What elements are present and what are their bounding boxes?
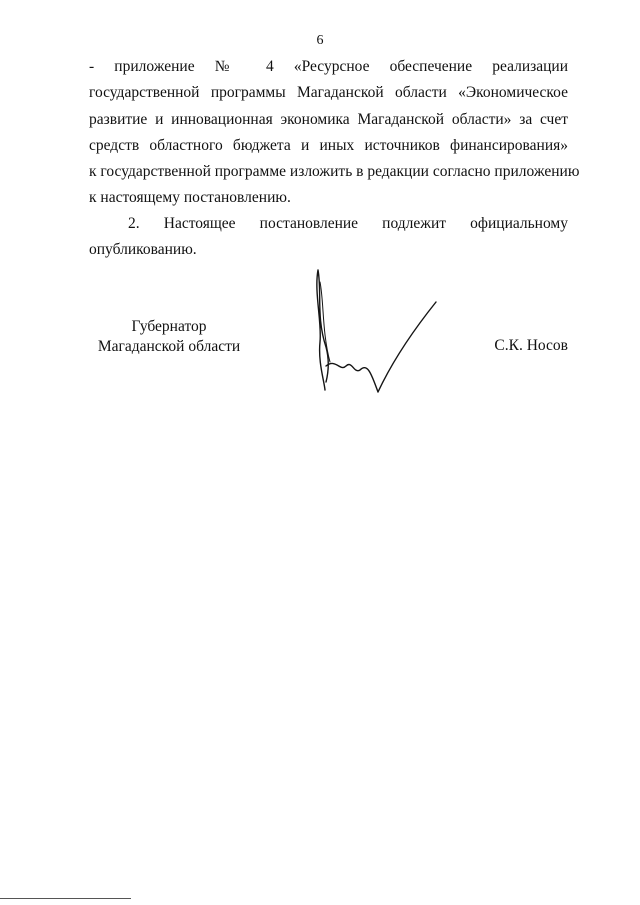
page-number: 6 [316, 33, 324, 48]
signatory-name: С.К. Носов [494, 337, 568, 354]
signatory-title-line-2: Магаданской области [97, 338, 241, 355]
paragraph-1-line-1: - приложение № 4 «Ресурсное обеспечение реализации [89, 58, 568, 75]
paragraph-1-line-5: к государственной программе изложить в редакции согласно приложению [89, 163, 580, 180]
paragraph-2-line-2: опубликованию. [89, 241, 197, 258]
footer-divider [0, 898, 131, 899]
signatory-title [89, 317, 249, 357]
signatory-title-line-1: Губернатор [131, 318, 207, 335]
paragraph-1-line-4: средств областного бюджета и иных источников финансирования» [89, 137, 568, 154]
paragraph-1-line-6: к настоящему постановлению. [89, 189, 291, 206]
handwritten-signature [300, 262, 450, 402]
paragraph-2-line-1: 2. Настоящее постановление подлежит официальному [128, 215, 568, 232]
paragraph-1-line-3: развитие и инновационная экономика Магаданской области» за счет [89, 111, 568, 128]
paragraph-1-line-2: государственной программы Магаданской области «Экономическое [89, 84, 568, 101]
